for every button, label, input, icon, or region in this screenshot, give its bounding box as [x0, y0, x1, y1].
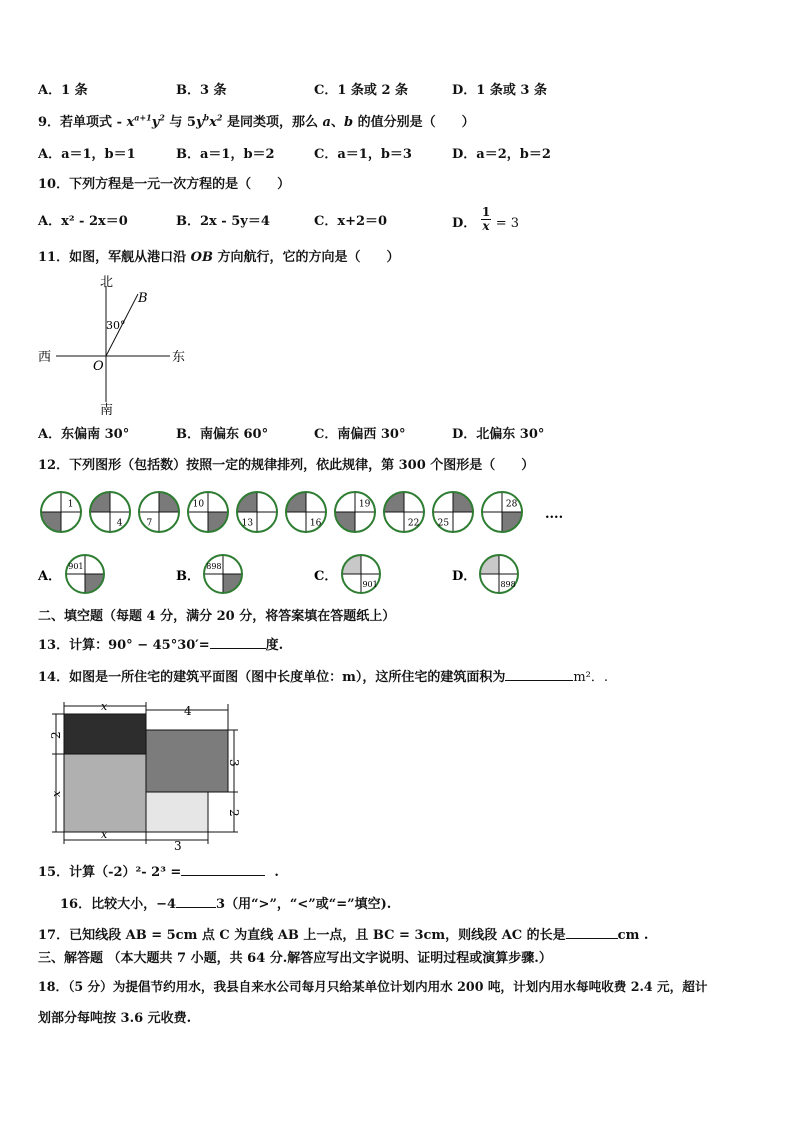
q14-blank[interactable]	[505, 668, 573, 681]
room-mid	[146, 730, 228, 792]
q14-text: 14．如图是一所住宅的建筑平面图（图中长度单位：m），这所住宅的建筑面积为	[38, 670, 506, 685]
circle-number: 16	[309, 518, 322, 529]
q11-option-c: C．南偏西 30°	[314, 427, 406, 442]
q9-number: 9．	[38, 115, 61, 130]
sequence-figure-6	[286, 492, 326, 532]
q12-option-figure-a	[66, 555, 104, 593]
q9-text-a: 若单项式 -	[60, 115, 127, 130]
q13-tail: 度.	[265, 638, 284, 653]
dim-label-three-right: 3	[227, 759, 241, 767]
q18-line-1: 18．（5 分）为提倡节约用水，我县自来水公司每月只给某单位计划内用水 200 吨，计划内用水每吨收费 2.4 元，超计	[38, 979, 708, 994]
sequence-figure-7	[335, 492, 375, 532]
q10-option-d-fraction	[481, 206, 491, 233]
dim-label-x-bottom: x	[101, 828, 108, 841]
q17-stem	[38, 926, 648, 944]
fraction-denominator: x	[482, 219, 490, 233]
circle-number: 22	[407, 518, 420, 529]
label-east: 东	[172, 350, 186, 365]
q8-option-d: D．1 条或 3 条	[452, 83, 547, 98]
label-north: 北	[100, 275, 114, 290]
q9-option-c: C．a＝1，b＝3	[314, 147, 412, 162]
q11-option-b: B．南偏东 60°	[176, 427, 269, 442]
fraction-rhs: = 3	[495, 216, 519, 231]
fraction-numerator: 1	[481, 205, 491, 219]
q13-stem	[38, 636, 283, 654]
label-south: 南	[100, 403, 114, 418]
q10-option-a: A．x² - 2x＝0	[38, 214, 128, 229]
q17-blank[interactable]	[566, 926, 618, 939]
q13-text: 13．计算：90° − 45°30′=	[38, 638, 210, 653]
sequence-figure-10	[482, 492, 522, 532]
circle-number: 28	[505, 499, 518, 510]
circle-number: 7	[146, 518, 153, 529]
circle-number: 25	[437, 518, 450, 529]
room-left	[64, 754, 146, 832]
dim-label-two-right: 2	[227, 809, 241, 817]
q11-ray-name: OB	[190, 250, 213, 265]
circle-number: 898	[206, 561, 222, 571]
q9-text-d: 的值分别是（ ）	[357, 115, 475, 130]
q14-tail: m²．.	[573, 670, 609, 685]
sequence-ellipsis: ....	[545, 507, 564, 522]
room-small	[146, 792, 208, 832]
circle-number: 4	[116, 518, 123, 529]
circle-number: 901	[362, 580, 378, 590]
circle-number: 901	[68, 561, 84, 571]
q16-tail: 3（用“>”，“<”或“=”填空).	[216, 897, 392, 912]
label-ray: B	[138, 291, 148, 306]
q14-floor-plan	[48, 700, 248, 852]
q10-option-d-label: D．	[452, 216, 477, 231]
sequence-figure-2	[90, 492, 130, 532]
q12-options	[30, 550, 550, 600]
q16-blank[interactable]	[176, 895, 216, 908]
label-angle: 30°	[106, 319, 126, 332]
circle-number: 13	[241, 518, 254, 529]
q17-tail: cm .	[617, 928, 649, 943]
q12-option-figure-c	[342, 555, 380, 593]
dim-label-two-left: 2	[49, 731, 63, 739]
q11-text: 11．如图，军舰从港口沿	[38, 250, 187, 265]
q9-text-c: 是同类项，那么	[227, 115, 319, 130]
section-3-heading: 三、解答题 （本大题共 7 小题，共 64 分.解答应写出文字说明、证明过程或演算步骤.）	[38, 951, 552, 966]
q11-text-tail: 方向航行，它的方向是（ ）	[217, 250, 400, 265]
circle-number: 898	[500, 580, 516, 590]
q12-option-label-b: B．	[176, 569, 200, 584]
q8-option-b: B．3 条	[176, 83, 227, 98]
label-west: 西	[38, 350, 52, 365]
q10-option-d	[452, 205, 519, 233]
q15-blank[interactable]	[181, 863, 265, 876]
sequence-figure-4	[188, 492, 228, 532]
q9-option-a: A．a＝1，b＝1	[38, 147, 136, 162]
q10-stem: 10．下列方程是一元一次方程的是（ ）	[38, 177, 291, 192]
compass-diagram	[30, 270, 200, 420]
room-dark	[64, 714, 146, 754]
q12-sequence	[38, 488, 564, 538]
q12-option-label-d: D．	[452, 569, 477, 584]
q12-stem: 12．下列图形（包括数）按照一定的规律排列，依此规律，第 300 个图形是（ ）	[38, 458, 535, 473]
q10-option-c: C．x+2＝0	[314, 214, 388, 229]
q9-text-b: 与 5	[169, 115, 196, 130]
q12-option-label-c: C．	[314, 569, 338, 584]
q15-tail: .	[274, 865, 279, 880]
dim-label-four: 4	[184, 704, 192, 718]
q12-option-label-a: A．	[38, 569, 62, 584]
q17-text: 17．已知线段 AB = 5cm 点 C 为直线 AB 上一点，且 BC = 3cm，则线段 AC 的长是	[38, 928, 566, 943]
q13-blank[interactable]	[210, 636, 266, 649]
dim-label-x-left: x	[50, 790, 63, 797]
sequence-figure-8	[384, 492, 424, 532]
q8-option-c: C．1 条或 2 条	[314, 83, 409, 98]
q9-option-b: B．a＝1，b＝2	[176, 147, 275, 162]
q16-stem	[60, 895, 391, 913]
q14-stem	[38, 668, 608, 686]
circle-number: 1	[67, 499, 74, 510]
q16-text: 16．比较大小，−4	[60, 897, 177, 912]
q15-text: 15．计算（-2）²- 2³ =	[38, 865, 182, 880]
q11-option-a: A．东偏南 30°	[38, 427, 130, 442]
dim-label-three-bottom: 3	[174, 839, 182, 853]
sequence-figure-3	[139, 492, 179, 532]
sequence-figure-1	[41, 492, 81, 532]
dim-label-x-top: x	[101, 700, 108, 713]
sequence-figure-9	[433, 492, 473, 532]
circle-number: 10	[192, 499, 205, 510]
q10-option-b: B．2x - 5y＝4	[176, 214, 270, 229]
label-origin: O	[93, 359, 104, 374]
q11-option-d: D．北偏东 30°	[452, 427, 545, 442]
section-2-heading: 二、填空题（每题 4 分，满分 20 分，将答案填在答题纸上）	[38, 609, 396, 624]
q8-option-a: A．1 条	[38, 83, 88, 98]
q18-line-2: 划部分每吨按 3.6 元收费.	[38, 1011, 192, 1026]
q12-option-figure-d	[480, 555, 518, 593]
q9-stem: 9．若单项式 - $x^{a+1}y^2$ 与 $5y^bx^2$ 是同类项，那么 a、b 的值分别是（ ）	[38, 112, 475, 130]
q9-option-d: D．a＝2，b＝2	[452, 147, 551, 162]
circle-number: 19	[358, 499, 371, 510]
q15-stem	[38, 863, 279, 881]
sequence-figure-5	[237, 492, 277, 532]
q12-option-figure-b	[204, 555, 242, 593]
q11-stem	[38, 250, 399, 266]
